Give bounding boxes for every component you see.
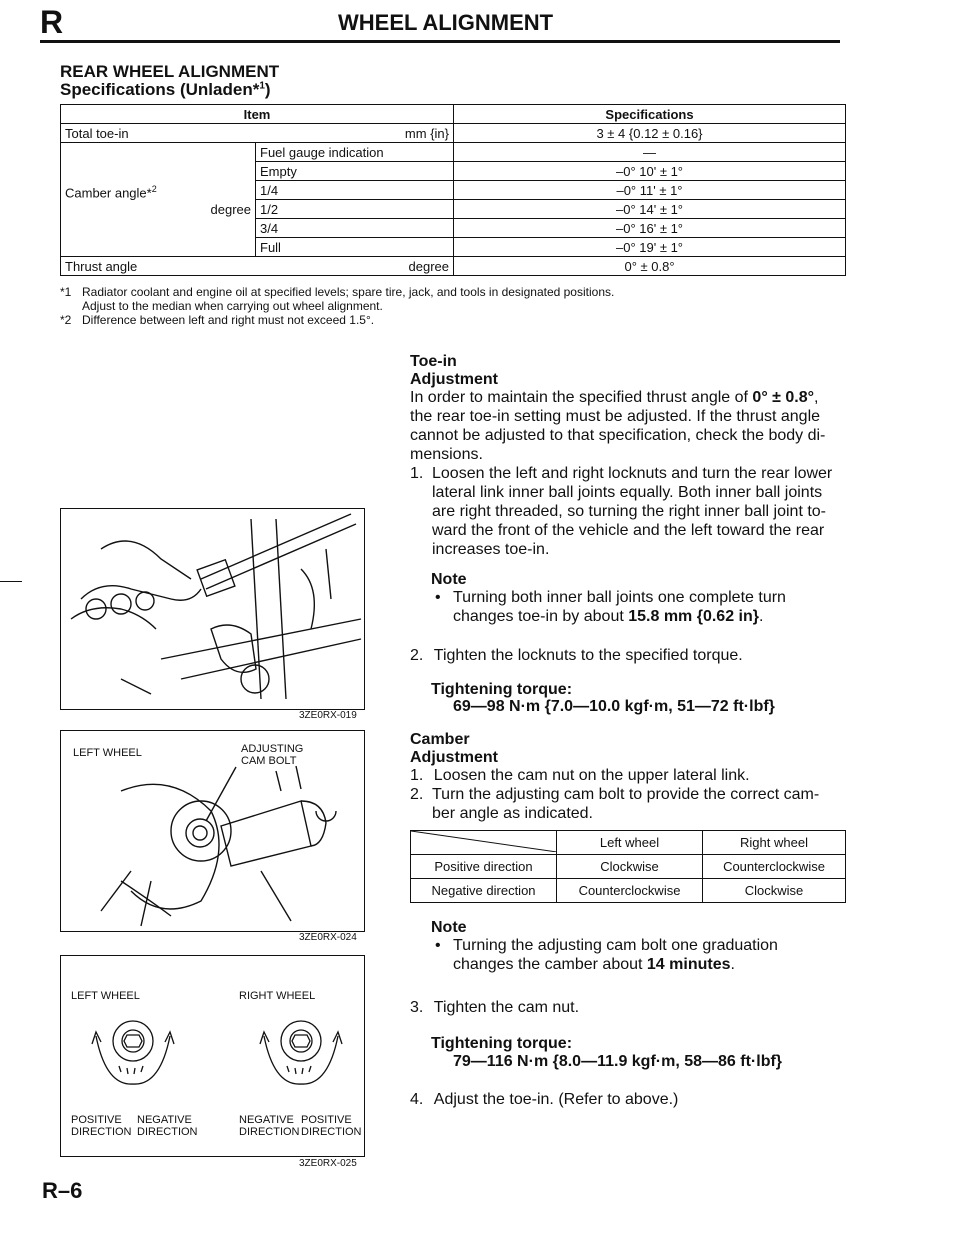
camber-row-value: –0° 19' ± 1° [454,238,846,257]
camber-cell [61,143,256,257]
footnote-1-line2: Adjust to the median when carrying out wheel alignment. [82,299,383,313]
fig3-left-pos-2: DIRECTION [71,1126,132,1138]
cam-row-left: Counterclockwise [557,879,703,903]
camber-row-label: 1/2 [256,200,454,219]
footnote-1: *1 Radiator coolant and engine oil at specified levels; spare tire, jack, and tools in designated positions. [60,285,615,299]
camber-row-label: Empty [256,162,454,181]
header-rule [40,40,840,43]
cam-corner-cell [411,831,557,855]
camber-unit: degree [210,202,251,218]
figure-2-code: 3ZE0RX-024 [299,932,357,943]
step-number: 1. [410,767,424,784]
figure-cam-bolt [60,730,365,932]
camber-subtitle: Adjustment [410,749,498,766]
camber-step-3: 3. Tighten the cam nut. [410,999,580,1016]
page-number: R–6 [42,1178,83,1203]
toein-title: Toe-in [410,353,457,370]
page-title: WHEEL ALIGNMENT [338,10,554,35]
toein-subtitle: Adjustment [410,371,498,388]
margin-mark [0,581,22,582]
subtitle-sup: 1 [259,80,265,92]
fig3-left-wheel-label: LEFT WHEEL [71,990,140,1002]
figure-1-code: 3ZE0RX-019 [299,710,357,721]
cam-header-row [411,831,846,855]
fig2-left-wheel-label: LEFT WHEEL [73,747,142,759]
camber-row-label: 3/4 [256,219,454,238]
thrust-spec: 0° ± 0.8° [752,389,815,406]
toein-torque-label: Tightening torque: [431,681,573,698]
step-number: 1. [410,465,424,482]
fig3-right-neg-1: NEGATIVE [239,1114,294,1126]
thrust-label: Thrust angle [65,258,138,274]
toe-label: Total toe-in [65,125,129,141]
thrust-row [61,257,846,276]
fig3-right-pos-2: DIRECTION [301,1126,362,1138]
wrench-illustration [61,509,364,709]
fig3-right-neg-2: DIRECTION [239,1126,300,1138]
toein-step-2: 2. Tighten the locknuts to the specified torque. [410,647,743,664]
camber-row-value: –0° 16' ± 1° [454,219,846,238]
step-number: 2. [410,647,424,664]
figure-3-code: 3ZE0RX-025 [299,1158,357,1169]
thrust-value: 0° ± 0.8° [454,257,846,276]
toe-cell [61,124,454,143]
footnote-1-mark: *1 [60,285,72,299]
camber-step-2: 2. Turn the adjusting cam bolt to provide the correct cam- ber angle as indicated. [410,786,820,822]
cam-row-right: Counterclockwise [703,855,846,879]
diagonal-line [411,831,557,852]
section-title: REAR WHEEL ALIGNMENT [60,62,280,81]
cam-row-right: Clockwise [703,879,846,903]
fig2-cam-label-2: CAM BOLT [241,755,297,767]
camber-row-value: –0° 14' ± 1° [454,200,846,219]
camber-torque-label: Tightening torque: [431,1035,573,1052]
section-subtitle [60,80,271,100]
camber-row-0 [61,143,846,162]
camber-row-value: — [454,143,846,162]
col-spec-header: Specifications [454,105,846,124]
cam-row-positive [411,855,846,879]
fig3-left-neg-1: NEGATIVE [137,1114,192,1126]
fig3-right-wheel-label: RIGHT WHEEL [239,990,316,1002]
fig3-right-pos-1: POSITIVE [301,1114,352,1126]
cam-direction-table [410,830,846,903]
specifications-table [60,104,846,276]
step-number: 4. [410,1091,424,1108]
cam-row-label: Positive direction [411,855,557,879]
camber-row-label: Fuel gauge indication [256,143,454,162]
toe-value: 3 ± 4 {0.12 ± 0.16} [454,124,846,143]
toein-torque-value: 69—98 N·m {7.0—10.0 kgf·m, 51—72 ft·lbf} [453,698,775,715]
toein-note-title: Note [431,571,467,588]
camber-row-value: –0° 10' ± 1° [454,162,846,181]
bullet-icon: • [435,937,441,954]
thrust-cell [61,257,454,276]
cam-col-left: Left wheel [557,831,703,855]
col-item-header: Item [61,105,454,124]
spec-header-row [61,105,846,124]
figure-direction [60,955,365,1157]
cam-row-label: Negative direction [411,879,557,903]
toein-step-1: 1. Loosen the left and right locknuts and turn the rear lower lateral link inner ball joints equally. Both inner ball joints are right threaded, so turning the right inner ball joint to- ward the front of the vehicle and the left toward the rear increases toe-in. [410,465,833,558]
camber-row-value: –0° 11' ± 1° [454,181,846,200]
fig3-left-pos-1: POSITIVE [71,1114,122,1126]
bullet-icon: • [435,589,441,606]
toe-row [61,124,846,143]
fig3-left-neg-2: DIRECTION [137,1126,198,1138]
camber-step-4: 4. Adjust the toe-in. (Refer to above.) [410,1091,679,1108]
camber-title: Camber [410,731,470,748]
camber-note: • Turning the adjusting cam bolt one graduation changes the camber about 14 minutes. [435,937,778,973]
cam-bolt-illustration [61,731,364,931]
step-number: 2. [410,786,424,803]
thrust-unit: degree [408,258,449,274]
subtitle-suffix: ) [264,80,271,99]
section-letter: R [40,4,64,40]
toein-note: • Turning both inner ball joints one complete turn changes toe-in by about 15.8 mm {0.62 in}. [435,589,786,625]
figure-toe-adjust [60,508,365,710]
cam-row-negative [411,879,846,903]
cam-row-left: Clockwise [557,855,703,879]
footnote-2-mark: *2 [60,313,72,327]
camber-row-label: Full [256,238,454,257]
cam-col-right: Right wheel [703,831,846,855]
camber-step-1: 1. Loosen the cam nut on the upper lateral link. [410,767,750,784]
footnote-2: *2 Difference between left and right must not exceed 1.5°. [60,313,375,327]
camber-note-title: Note [431,919,467,936]
camber-torque-value: 79—116 N·m {8.0—11.9 kgf·m, 58—86 ft·lbf} [453,1053,783,1070]
camber-row-label: 1/4 [256,181,454,200]
toein-paragraph: In order to maintain the specified thrust angle of 0° ± 0.8°, the rear toe-in setting must be adjusted. If the thrust angle cannot be adjusted to that specification, check the body di- mensions. [410,389,826,463]
step-number: 3. [410,999,424,1016]
fig2-cam-label-1: ADJUSTING [241,743,304,755]
camber-label: Camber angle*$^2$ [65,183,157,201]
subtitle-prefix: Specifications (Unladen* [60,80,260,99]
toe-unit: mm {in} [404,125,449,141]
